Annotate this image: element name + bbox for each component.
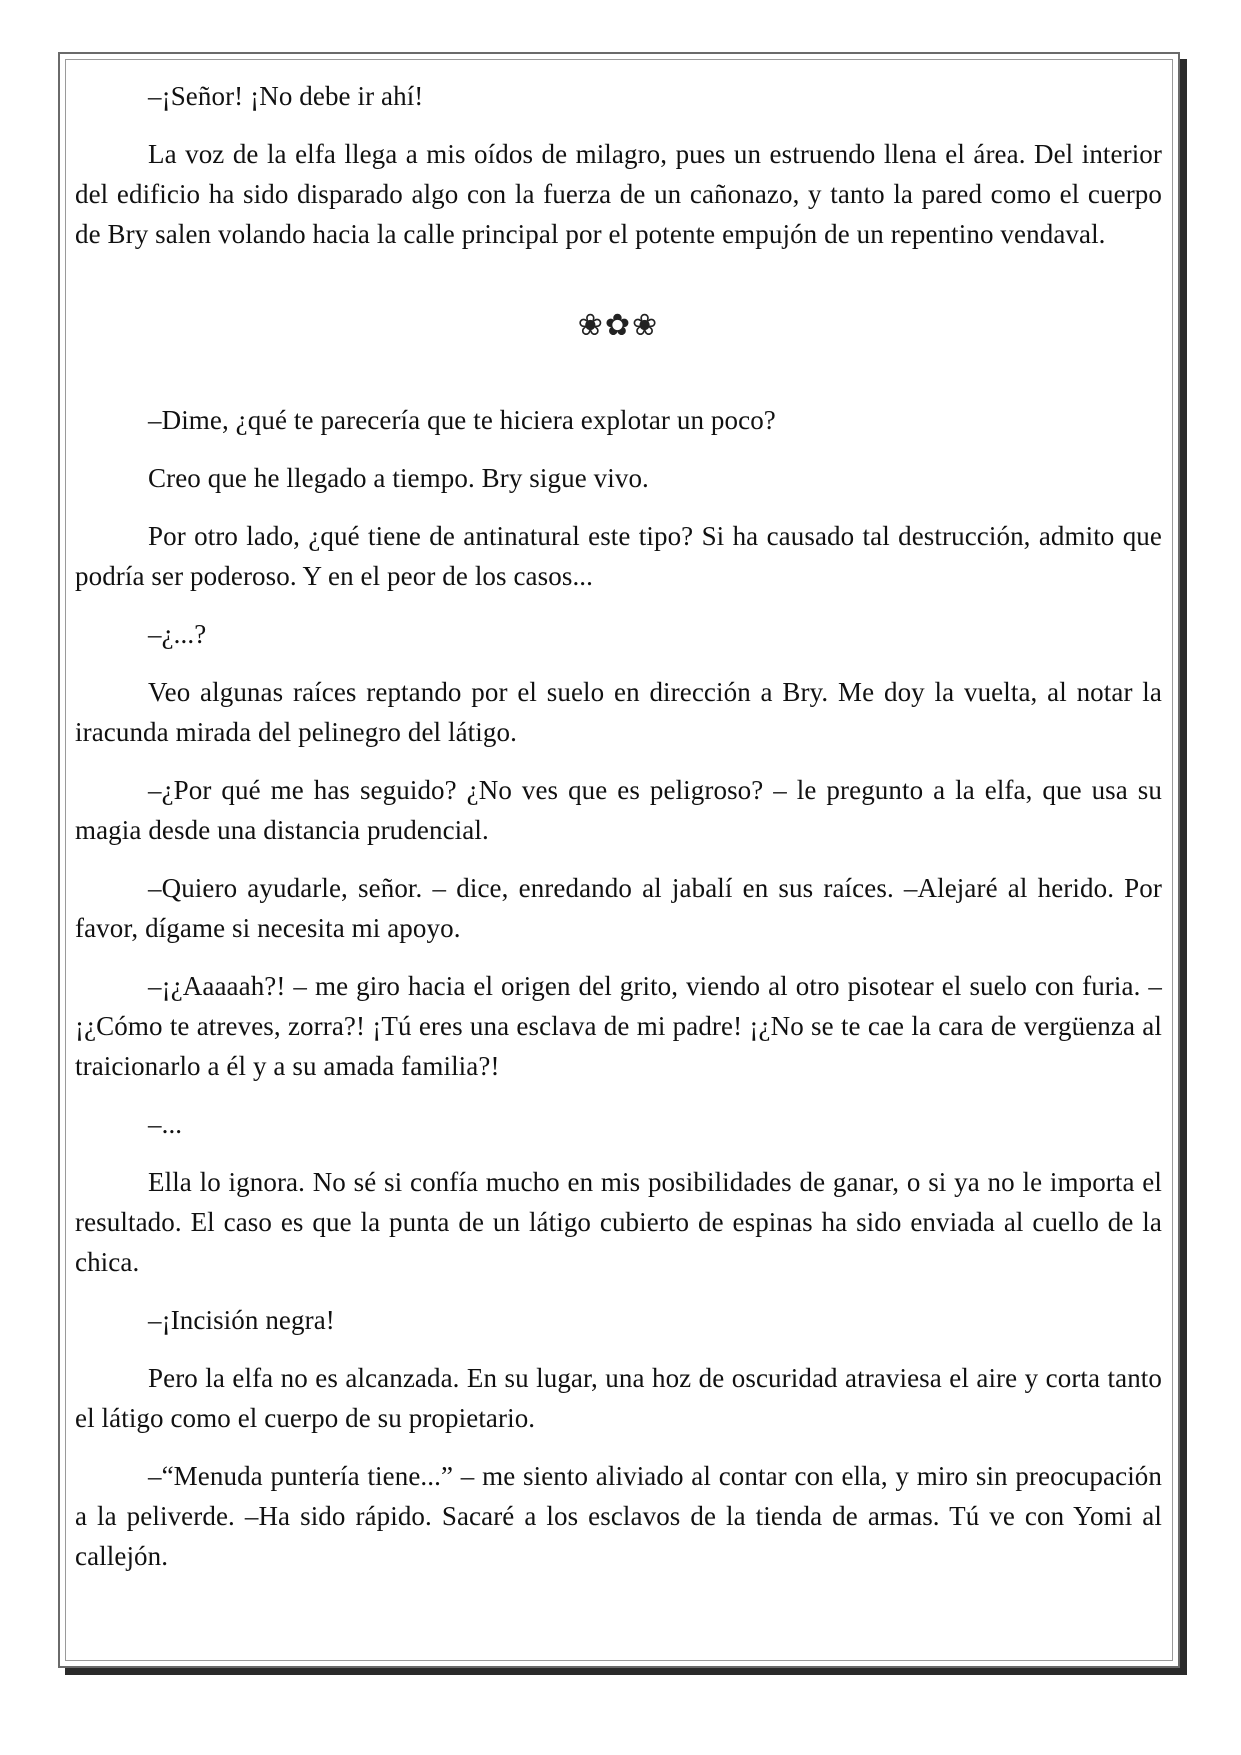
paragraph: –¡Incisión negra! xyxy=(148,1305,335,1335)
paragraph: –¡¿Aaaaah?! – me giro hacia el origen del grito, viendo al otro pisotear el suelo con furia. –¡¿Cómo te atreves, zorra?! ¡Tú eres una esclava de mi padre! ¡¿No se te cae la cara de vergüenza al traicionarlo a él y a su amada familia?! xyxy=(75,971,1162,1081)
scene-separator-ornament: ❀✿❀ xyxy=(577,309,660,342)
paragraph: –Dime, ¿qué te parecería que te hiciera explotar un poco? xyxy=(148,405,776,435)
paragraph: Veo algunas raíces reptando por el suelo en dirección a Bry. Me doy la vuelta, al notar la iracunda mirada del pelinegro del látigo. xyxy=(75,677,1162,747)
paragraph: –¿...? xyxy=(148,619,207,649)
paragraph: Por otro lado, ¿qué tiene de antinatural este tipo? Si ha causado tal destrucción, admito que podría ser poderoso. Y en el peor de los casos... xyxy=(75,521,1162,591)
paragraph: –... xyxy=(148,1109,183,1139)
paragraph: Ella lo ignora. No sé si confía mucho en mis posibilidades de ganar, o si ya no le importa el resultado. El caso es que la punta de un látigo cubierto de espinas ha sido enviada al cuello de la chica. xyxy=(75,1167,1162,1277)
paragraph: –Quiero ayudarle, señor. – dice, enredando al jabalí en sus raíces. –Alejaré al herido. Por favor, dígame si necesita mi apoyo. xyxy=(75,873,1162,943)
document-body xyxy=(75,76,1162,1594)
paragraph: Pero la elfa no es alcanzada. En su lugar, una hoz de oscuridad atraviesa el aire y corta tanto el látigo como el cuerpo de su propietario. xyxy=(75,1363,1162,1433)
paragraph: La voz de la elfa llega a mis oídos de milagro, pues un estruendo llena el área. Del interior del edificio ha sido disparado algo con la fuerza de un cañonazo, y tanto la pared como el cuerpo de Bry salen volando hacia la calle principal por el potente empujón de un repentino vendaval. xyxy=(75,139,1162,249)
paragraph: –¿Por qué me has seguido? ¿No ves que es peligroso? – le pregunto a la elfa, que usa su magia desde una distancia prudencial. xyxy=(75,775,1162,845)
paragraph: –¡Señor! ¡No debe ir ahí! xyxy=(148,81,424,111)
paragraph: Creo que he llegado a tiempo. Bry sigue vivo. xyxy=(148,463,649,493)
paragraph: –“Menuda puntería tiene...” – me siento aliviado al contar con ella, y miro sin preocupación a la peliverde. –Ha sido rápido. Sacaré a los esclavos de la tienda de armas. Tú ve con Yomi al callejón. xyxy=(75,1461,1162,1571)
